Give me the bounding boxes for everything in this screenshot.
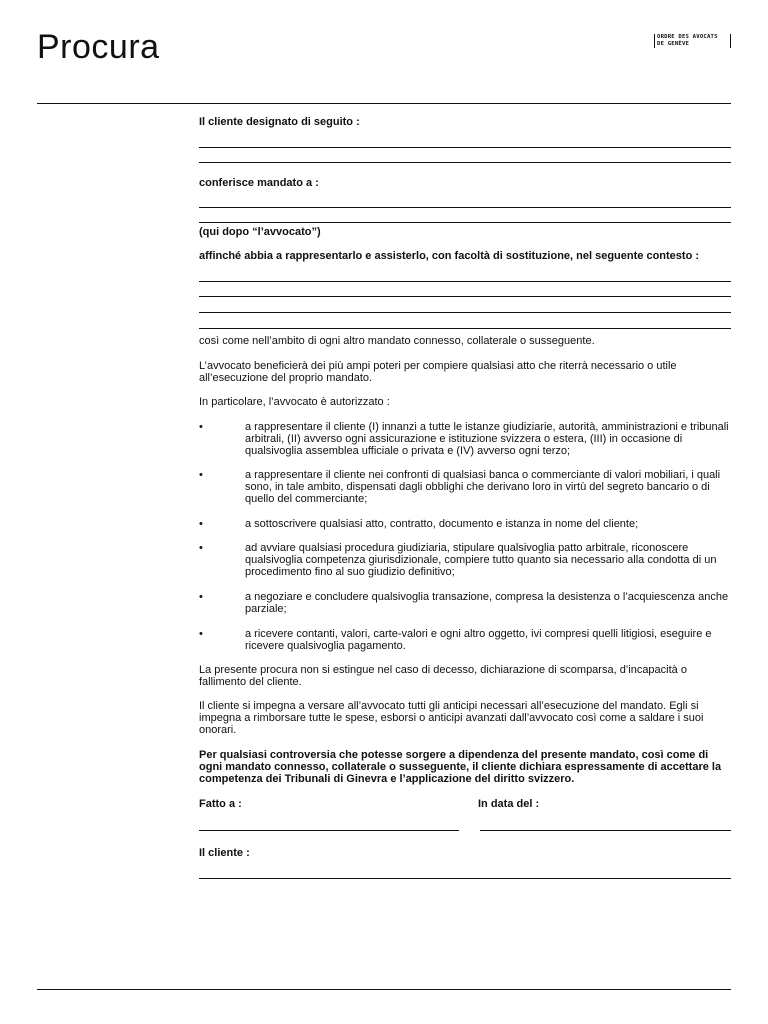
logo-line-1: ORDRE DES AVOCATS: [657, 34, 718, 40]
lawyer-field-line-1[interactable]: [199, 207, 731, 208]
paragraph-jurisdiction: Per qualsiasi controversia che potesse sorgere a dipendenza del presente mandato, così come di ogni mandato connesso, collaterale o susseguente, il cliente dichiara espressamente di accettare la competenza dei Tribunali di Ginevra e l’applicazione del diritto svizzero.: [199, 749, 722, 786]
bullet-text: ad avviare qualsiasi procedura giudiziaria, stipulare qualsivoglia patto arbitrale, riconoscere qualsivoglia competenza giurisdizionale, compiere tutto quanto sia necessario alla condotta di un procedimento fino al suo giudizio definitivo;: [245, 542, 717, 579]
bullet-item: [199, 469, 731, 506]
client-field-line-2[interactable]: [199, 162, 731, 163]
bullet-text: a sottoscrivere qualsiasi atto, contratto, documento e istanza in nome del cliente;: [245, 518, 639, 530]
place-label: Fatto a :: [199, 798, 242, 810]
lawyer-note: (qui dopo “l’avvocato”): [199, 226, 321, 238]
bullet-text: a rappresentare il cliente (I) innanzi a tutte le istanze giudiziarie, autorità, amministrazioni e tribunali arbitrali, (II) avverso ogni assicurazione e istituzione svizzera o estera, (III) in occasione di qualsivoglia assemblea ufficiale o privata e (IV) avverso ogni terzo;: [245, 421, 729, 458]
paragraph-particular: In particolare, l’avvocato è autorizzato :: [199, 396, 390, 408]
bullet-text: a rappresentare il cliente nei confronti di qualsiasi banca o commerciante di valori mobiliari, i quali sono, in tale ambito, dispensati dagli obblighi che derivano loro in virtù del segreto bancario o di quello del commerciante;: [245, 469, 721, 506]
bullet-dot: •: [199, 421, 203, 433]
context-field-line-4[interactable]: [199, 328, 731, 329]
bullet-item: [199, 421, 731, 458]
bullet-item: [199, 518, 731, 530]
mandate-label: conferisce mandato a :: [199, 177, 319, 189]
context-field-line-1[interactable]: [199, 281, 731, 282]
date-label: In data del :: [478, 798, 540, 810]
context-field-line-3[interactable]: [199, 312, 731, 313]
bullet-dot: •: [199, 542, 203, 554]
bullet-text: a negoziare e concludere qualsivoglia transazione, compresa la desistenza o l’acquiescenza anche parziale;: [245, 591, 729, 616]
signature-label: Il cliente :: [199, 847, 250, 859]
bullet-item: [199, 591, 731, 615]
bar-association-logo: [654, 34, 731, 48]
date-field-line[interactable]: [480, 830, 731, 831]
context-label: affinché abbia a rappresentarlo e assisterlo, con facoltà di sostituzione, nel seguente contesto :: [199, 250, 700, 262]
bullet-text: a ricevere contanti, valori, carte-valori e ogni altro oggetto, ivi compresi quelli litigiosi, eseguire e ricevere qualsivoglia pagamento.: [245, 628, 712, 653]
bullet-dot: •: [199, 518, 203, 530]
client-label: Il cliente designato di seguito :: [199, 116, 360, 128]
header-divider: [37, 103, 731, 104]
footer-divider: [37, 989, 731, 990]
bullet-dot: •: [199, 628, 203, 640]
paragraph-powers: L’avvocato beneficierà dei più ampi poteri per compiere qualsiasi atto che riterrà necessario o utile all’esecuzione del proprio mandato.: [199, 360, 677, 385]
paragraph-advance: Il cliente si impegna a versare all’avvocato tutti gli anticipi necessari all’esecuzione del mandato. Egli si impegna a rimborsare tutte le spese, esborsi o anticipi avanzati dall’avvocato così come a saldare i suoi onorari.: [199, 700, 704, 737]
context-field-line-2[interactable]: [199, 296, 731, 297]
bullet-dot: •: [199, 591, 203, 603]
signature-field-line[interactable]: [199, 878, 731, 879]
bullet-item: [199, 628, 731, 652]
lawyer-field-line-2[interactable]: [199, 222, 731, 223]
bullet-dot: •: [199, 469, 203, 481]
place-field-line[interactable]: [199, 830, 459, 831]
paragraph-connected-mandates: così come nell’ambito di ogni altro mandato connesso, collaterale o susseguente.: [199, 335, 595, 347]
logo-line-2: DE GENÈVE: [657, 40, 690, 47]
client-field-line-1[interactable]: [199, 147, 731, 148]
paragraph-death: La presente procura non si estingue nel caso di decesso, dichiarazione di scomparsa, d’incapacità o fallimento del cliente.: [199, 664, 687, 689]
bullet-item: [199, 542, 731, 579]
page-title: Procura: [37, 28, 160, 66]
